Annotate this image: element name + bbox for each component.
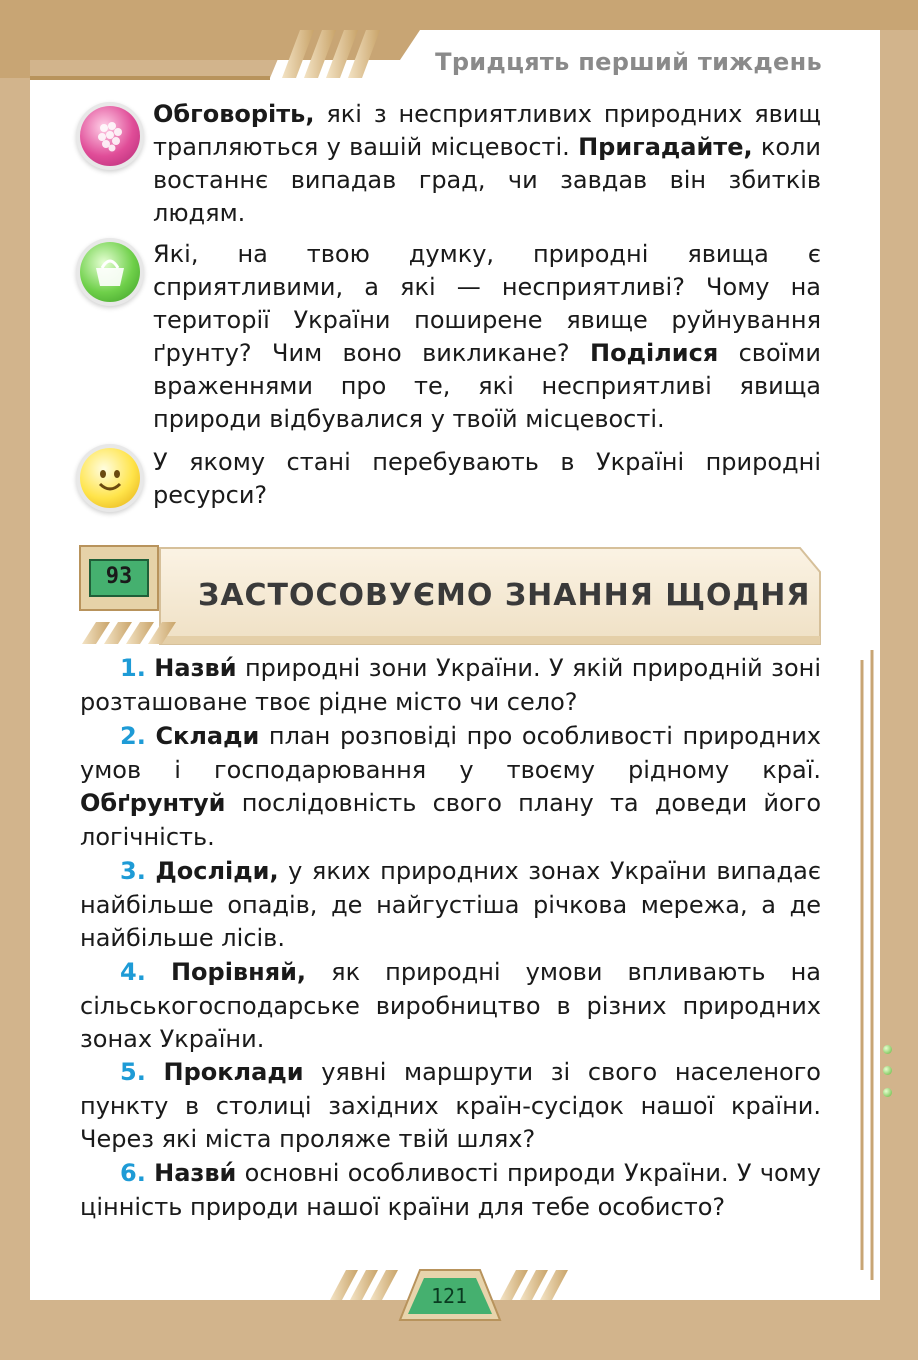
task-item [80, 855, 821, 956]
paragraph-text: які з несприятливих природних явищ трапляються у вашій місцевості. [153, 100, 821, 161]
task-number: 3. [120, 857, 146, 885]
task-item [80, 720, 821, 854]
decor-dot [883, 1045, 892, 1054]
task-verb: Склади [155, 722, 260, 750]
task-number: 5. [120, 1058, 146, 1086]
paragraph-text: своїми враженнями про те, які несприятливі явища природи відбувалися у твоїй місцевості. [153, 339, 822, 433]
intro-paragraph [153, 238, 821, 436]
task-item [80, 956, 821, 1057]
task-text: у яких природних зонах України випадає найбільше опадів, де найгустіша річкова мережа, а де найбільше лісів. [80, 857, 821, 953]
task-text: уявні маршрути зі свого населеного пункту в столиці західних країн-сусідок нашої країни. Через які міста проляже твій шлях? [80, 1058, 821, 1154]
task-text: природні зони України. У якій природній зоні розташоване твоє рідне місто чи село? [80, 654, 821, 716]
decor-dot [883, 1066, 892, 1075]
task-text: основні особливості природи України. У чому цінність природи нашої країни для тебе особисто? [80, 1159, 821, 1221]
task-item [80, 1157, 821, 1224]
paragraph-text: коли востаннє випадав град, чи завдав він збитків людям. [153, 133, 821, 227]
task-item [80, 652, 821, 719]
section-title: ЗАСТОСОВУЄМО ЗНАННЯ ЩОДНЯ [198, 578, 811, 613]
task-verb: Назви́ [154, 654, 237, 682]
task-text: план розповіді про особливості природних умов і господарювання у твоєму рідному краї. [80, 722, 821, 784]
task-number: 1. [120, 654, 146, 682]
decor-dot [883, 1088, 892, 1097]
task-verb: Обґрунтуй [80, 789, 226, 818]
task-text: послідовність свого плану та доведи його логічність. [80, 789, 821, 851]
keyword-bold: Поділися [590, 339, 719, 367]
intro-paragraph [153, 98, 821, 230]
task-verb: Досліди, [155, 857, 279, 885]
task-verb: Порівняй, [170, 958, 307, 986]
intro-paragraph [153, 446, 821, 512]
task-verb: Проклади [163, 1058, 304, 1086]
basket-icon [80, 242, 140, 302]
paragraph-text: Які, на твою думку, природні явища є сприятливими, а які — несприятливі? Чому на території України поширене явище руйнування ґрунту? Чим воно викликане? [153, 240, 821, 367]
task-verb: Назви́ [154, 1159, 237, 1187]
keyword-bold: Пригадайте, [578, 133, 753, 161]
keyword-bold: Обговоріть, [153, 100, 315, 128]
berry-icon [80, 106, 140, 166]
task-number: 6. [120, 1159, 146, 1187]
task-number: 2. [120, 722, 146, 750]
task-number: 4. [120, 958, 146, 986]
paragraph-text: У якому стані перебувають в Україні природні ресурси? [153, 448, 821, 509]
task-text: як природні умови впливають на сільськогосподарське виробництво в різних природних зонах України. [80, 958, 821, 1054]
page-number: 121 [430, 1284, 468, 1308]
section-number: 93 [105, 564, 133, 589]
task-item [80, 1056, 821, 1157]
smiley-icon [80, 448, 140, 508]
page-header-title: Тридцять перший тиждень [435, 48, 822, 76]
